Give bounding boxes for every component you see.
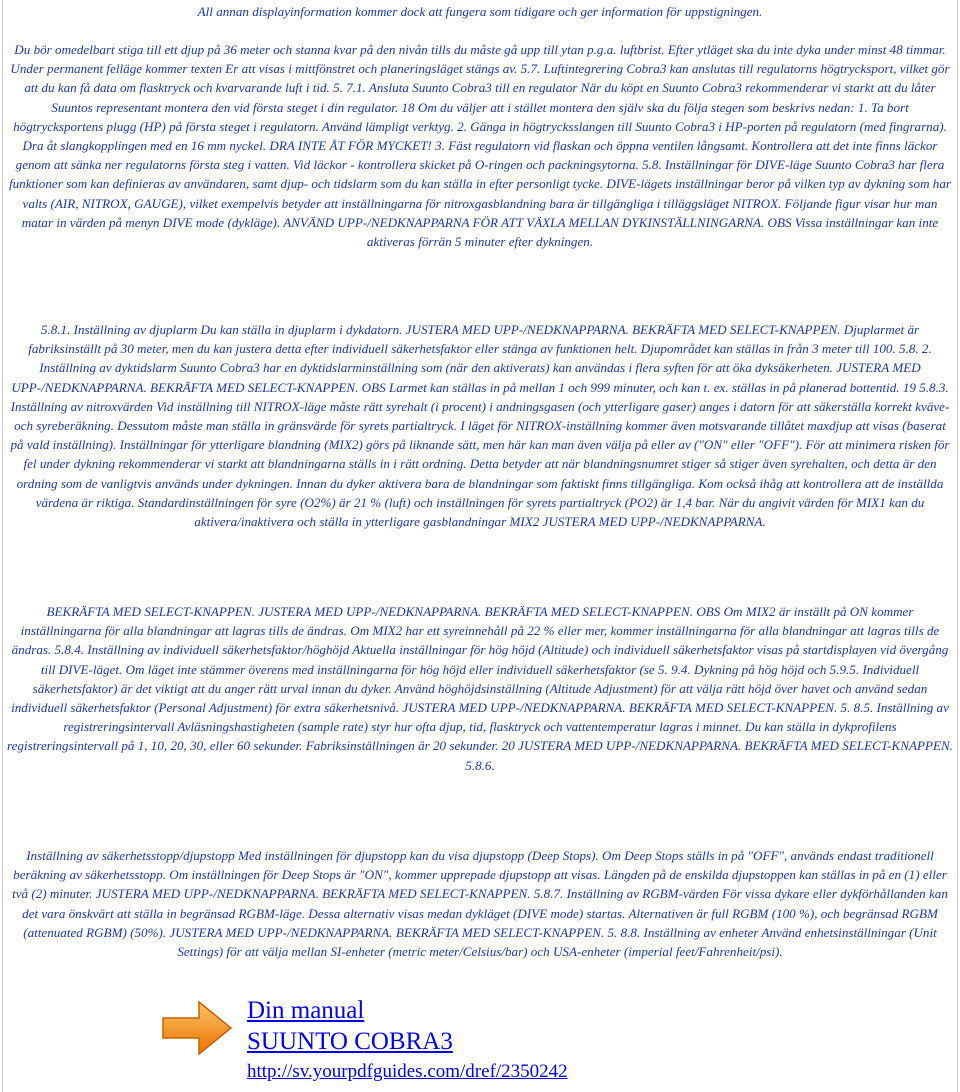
manual-link[interactable]: Din manual [247, 997, 365, 1024]
footer-links [159, 996, 679, 1086]
paragraph-display-info: All annan displayinformation kommer dock att fungera som tidigare och ger information för uppstigningen. [197, 4, 763, 19]
document-page [2, 0, 958, 1092]
paragraph-djuplarm-nitrox: 5.8.1. Inställning av djuplarm Du kan ställa in djuplarm i dykdatorn. JUSTERA MED UPP-/NEDKNAPPARNA. BEKRÄFTA MED SELECT-KNAPPEN. Djuplarmet är fabriksinställt på 30 meter, men du kan justera detta efter individuell säkerhetsfaktor eller stänga av funktionen helt. Djupområdet kan ställas in från 3 meter till 100. 5.8. 2. Inställning av dyktidslarm Suunto Cobra3 har en dyktidslarminställning som (när den aktiverats) kan användas i flera syften för att öka dyksäkerheten. JUSTERA MED UPP-/NEDKNAPPARNA. BEKRÄFTA MED SELECT-KNAPPEN. OBS Larmet kan ställas in på mellan 1 och 999 minuter, och kan t. ex. ställas in på planerad bottentid. 19 5.8.3. Inställning av nitroxvärden Vid inställning till NITROX-läge måste rätt syrehalt (i procent) i andningsgasen (och ytterligare gaser) anges i datorn för att säkerställa korrekt kväve- och syreberäkning. Dessutom måste man ställa in gränsvärde för syrets partialtryck. I läget för NITROX-inställning kommer även motsvarande tillåtet maxdjup att visas (baserat på vald inställning). Inställningar för ytterligare blandning (MIX2) görs på liknande sätt, men här kan man även välja på eller av ("ON" eller "OFF"). För att minimera risken för fel under dykning rekommenderar vi starkt att blandningarna ställs in i rätt ordning. Detta betyder att när blandningsnumret stiger så stiger även syrehalten, och detta är den ordning som de vanligtvis används under dykningen. Innan du dyker aktivera bara de blandningar som faktiskt finns tillgängliga. Kom också ihåg att kontrollera att de inställda värdena är riktiga. Standardinställningen för syre (O2%) är 21 % (luft) och inställningen för syrets partialtryck (PO2) är 1,4 bar. När du angivit värden för MIX1 kan du aktivera/inaktivera och ställa in ytterligare gasblandningar MIX2 JUSTERA MED UPP-/NEDKNAPPARNA. [10, 322, 950, 530]
paragraph-mix2-sakerhetsfaktor: BEKRÄFTA MED SELECT-KNAPPEN. JUSTERA MED UPP-/NEDKNAPPARNA. BEKRÄFTA MED SELECT-KNAPPEN. OBS Om MIX2 är inställt på ON kommer inställningarna för alla blandningar att lagras tills de ändras. Om MIX2 har ett syreinnehåll på 22 % eller mer, kommer inställningarna för alla blandningar att lagras tills de ändras. 5.8.4. Inställning av individuell säkerhetsfaktor/höghöjd Aktuella inställningar för hög höjd (Altitude) och individuell säkerhetsfaktor visas på startdisplayen vid övergång till DIVE-läget. Om läget inte stämmer överens med inställningarna för hög höjd eller individuell säkerhetsfaktor (se 5. 9.4. Dykning på hög höjd och 5.9.5. Individuell säkerhetsfaktor) är det viktigt att du anger rätt urval innan du dyker. Använd höghöjdsinställning (Altitude Adjustment) för att välja rätt höjd över havet och använd sedan individuell säkerhetsfaktor (Personal Adjustment) för extra säkerhetsnivå. JUSTERA MED UPP-/NEDKNAPPARNA. BEKRÄFTA MED SELECT-KNAPPEN. 5. 8.5. Inställning av registreringsintervall Avläsningshastigheten (sample rate) styr hur ofta djup, tid, flasktryck och vattentemperatur lagras i minnet. Du kan ställa in dykprofilens registreringsintervall på 1, 10, 20, 30, eller 60 sekunder. Fabriksinställningen är 20 sekunder. 20 JUSTERA MED UPP-/NEDKNAPPARNA. BEKRÄFTA MED SELECT-KNAPPEN. 5.8.6. [7, 604, 953, 773]
product-link[interactable]: SUUNTO COBRA3 [247, 1028, 453, 1055]
paragraph-luftintegrering: Du bör omedelbart stiga till ett djup på 36 meter och stanna kvar på den nivån tills du måste gå upp till ytan p.g.a. luftbrist. Efter ytläget ska du inte dyka under minst 48 timmar. Under permanent felläge kommer texten Er att visas i mittfönstret och planeringsläget stängs av. 5.7. Luftintegrering Cobra3 kan anslutas till regulatorns högtrycksport, vilket gör att du kan få data om flasktryck och kvarvarande luft i tid. 5. 7.1. Ansluta Suunto Cobra3 till en regulator När du köpt en Suunto Cobra3 rekommenderar vi starkt att du låter Suuntos representant montera den vid första steget i din regulator. 18 Om du väljer att i stället montera den själv ska du följa stegen som beskrivs nedan: 1. Ta bort högtrycksportens plugg (HP) på första steget i regulatorn. Använd lämpligt verktyg. 2. Gänga in högtrycksslangen till Suunto Cobra3 i HP-porten på regulatorn (med fingrarna). Dra åt slangkopplingen med en 16 mm nyckel. DRA INTE ÅT FÖR MYCKET! 3. Fäst regulatorn vid flaskan och öppna ventilen långsamt. Kontrollera att det inte finns läckor genom att sänka ner regulatorns första steg i vatten. Vid läckor - kontrollera skicket på O-ringen och packningsytorna. 5.8. Inställningar för DIVE-läge Suunto Cobra3 har flera funktioner som kan definieras av användaren, samt djup- och tidslarm som du kan ställa in efter personligt tycke. DIVE-lägets inställningar beror på vilken typ av dykning som har valts (AIR, NITROX, GAUGE), vilket exempelvis betyder att inställningarna för nitroxgasblandning bara är tillgängliga i tilläggsläget NITROX. Följande figur visar hur man matar in värden på menyn DIVE mode (dykläge). ANVÄND UPP-/NEDKNAPPARNA FÖR ATT VÄXLA MELLAN DYKINSTÄLLNINGARNA. OBS Vissa inställningar kan inte aktiveras förrän 5 minuter efter dykningen. [8, 42, 951, 250]
orange-arrow-icon [159, 996, 235, 1060]
paragraph-djupstopp-enheter: Inställning av säkerhetsstopp/djupstopp Med inställningen för djupstopp kan du visa djupstopp (Deep Stops). Om Deep Stops ställs in på "OFF", används endast traditionell beräkning av säkerhetsstopp. Om inställningen för Deep Stops är "ON", kommer upprepade djupstopp att visas. Längden på de enskilda djupstoppen kan ställas in på en (1) eller två (2) minuter. JUSTERA MED UPP-/NEDKNAPPARNA. BEKRÄFTA MED SELECT-KNAPPEN. 5.8.7. Inställning av RGBM-värden För vissa dykare eller dykförhållanden kan det vara önskvärt att ställa in begränsad RGBM-läge. Dessa alternativ visas medan dykläget (DIVE mode) startas. Alternativen är full RGBM (100 %), och begränsad RGBM (attenuated RGBM) (50%). JUSTERA MED UPP-/NEDKNAPPARNA. BEKRÄFTA MED SELECT-KNAPPEN. 5. 8.8. Inställning av enheter Använd enhetsinställningar (Unit Settings) för att välja mellan SI-enheter (metric meter/Celsius/bar) och USA-enheter (imperial feet/Fahrenheit/psi). [12, 848, 948, 960]
url-link[interactable]: http://sv.yourpdfguides.com/dref/2350242 [247, 1061, 568, 1082]
